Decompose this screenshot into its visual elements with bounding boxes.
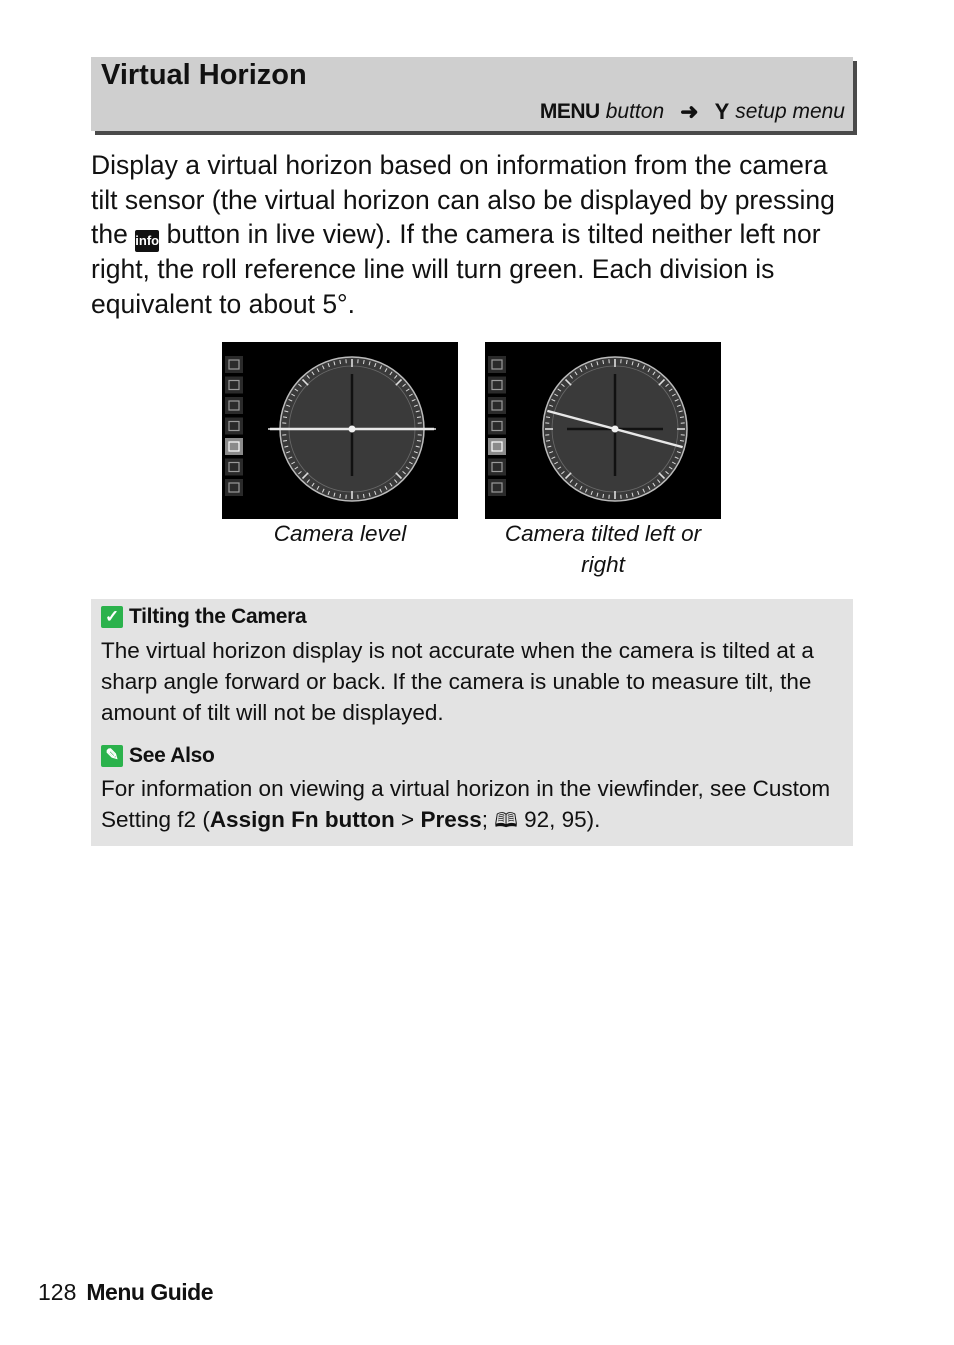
menu-icon-bg: [488, 438, 506, 455]
dial-tick: [363, 360, 364, 364]
menu-icon-bg: [225, 356, 243, 373]
menu-icon-bg: [488, 377, 506, 394]
screenshot-camera-tilted: [485, 342, 721, 519]
book-icon: 🕮: [494, 810, 518, 832]
dial-tick: [340, 360, 341, 364]
virtual-horizon-display: [222, 342, 458, 519]
note-text: The virtual horizon display is not accurate when the camera is tilted at a sharp angle forward or back. If the camera is unable to measure tilt, the amount of tilt will not be displayed.: [101, 638, 814, 725]
page-reference: 92, 95).: [517, 807, 601, 832]
section-name: Menu Guide: [86, 1279, 213, 1305]
dial-tick: [603, 360, 604, 364]
info-button-icon: info: [135, 230, 159, 252]
dial-tick: [417, 417, 421, 418]
menu-sidebar: [488, 356, 506, 496]
dial-tick: [626, 360, 627, 364]
intro-text-1: Display a virtual horizon based on information from the camera tilt sensor (the virtual horizon can also be displayed by pressing the: [91, 150, 835, 249]
intro-text-2: button in live view). If the camera is tilted neither left nor right, the roll reference line will turn green. Each division is equivalent to about 5°.: [91, 219, 821, 319]
dial-tick: [626, 494, 627, 498]
note-heading-text: Tilting the Camera: [129, 605, 307, 628]
center-dot: [612, 426, 619, 433]
note-text: ;: [481, 807, 495, 832]
menu-icon-bg: [488, 479, 506, 496]
dial-tick: [283, 440, 287, 441]
menu-icon-bg: [225, 438, 243, 455]
dial-tick: [680, 440, 684, 441]
figure-caption-level: Camera level: [273, 521, 407, 546]
figure-caption-tilted: Camera tilted left or right: [504, 521, 702, 577]
section-title-bar: [91, 57, 853, 131]
menu-path-destination: setup menu: [735, 100, 845, 123]
menu-path-button-text: button: [605, 100, 665, 123]
virtual-horizon-display: [485, 342, 721, 519]
note-body-tilting: [101, 635, 846, 728]
menu-icon-bg: [488, 418, 506, 435]
menu-path: [540, 99, 845, 125]
dial-tick: [546, 417, 550, 418]
menu-icon-bg: [488, 459, 506, 476]
menu-icon-bg: [225, 479, 243, 496]
intro-paragraph: [91, 148, 861, 321]
note-heading-see-also: [101, 744, 215, 768]
page-number: 128: [38, 1279, 77, 1305]
setting-press: Press: [420, 807, 482, 832]
notes-box: [91, 599, 853, 846]
menu-button-icon: MENU: [539, 100, 600, 123]
page-title: Virtual Horizon: [101, 59, 307, 91]
dial-tick: [283, 417, 287, 418]
note-body-see-also: [101, 773, 846, 837]
menu-icon-bg: [488, 356, 506, 373]
wrench-icon: Y: [714, 99, 730, 124]
separator: >: [394, 807, 421, 832]
horizon-dial: [268, 357, 436, 501]
setting-assign-fn-button: Assign Fn button: [209, 807, 395, 832]
dial-tick: [340, 494, 341, 498]
menu-icon-bg: [225, 397, 243, 414]
check-icon: ✓: [101, 606, 123, 628]
dial-tick: [417, 440, 421, 441]
screenshot-camera-level: [222, 342, 458, 519]
horizon-dial: [543, 357, 687, 501]
note-text: For information on viewing a virtual horizon in the viewfinder, see Custom Setting f2 (: [101, 776, 831, 832]
menu-sidebar: [225, 356, 243, 496]
menu-icon-bg: [225, 377, 243, 394]
menu-icon-bg: [225, 459, 243, 476]
note-heading-text: See Also: [129, 744, 215, 767]
arrow-right-icon: ➜: [680, 99, 699, 124]
menu-icon-bg: [488, 397, 506, 414]
dial-tick: [680, 417, 684, 418]
dial-tick: [603, 494, 604, 498]
dial-tick: [363, 494, 364, 498]
page-footer: [38, 1279, 213, 1306]
pen-icon: ✎: [101, 745, 123, 767]
menu-icon-bg: [225, 418, 243, 435]
center-dot: [349, 426, 356, 433]
note-heading-tilting: [101, 605, 306, 629]
dial-tick: [546, 440, 550, 441]
